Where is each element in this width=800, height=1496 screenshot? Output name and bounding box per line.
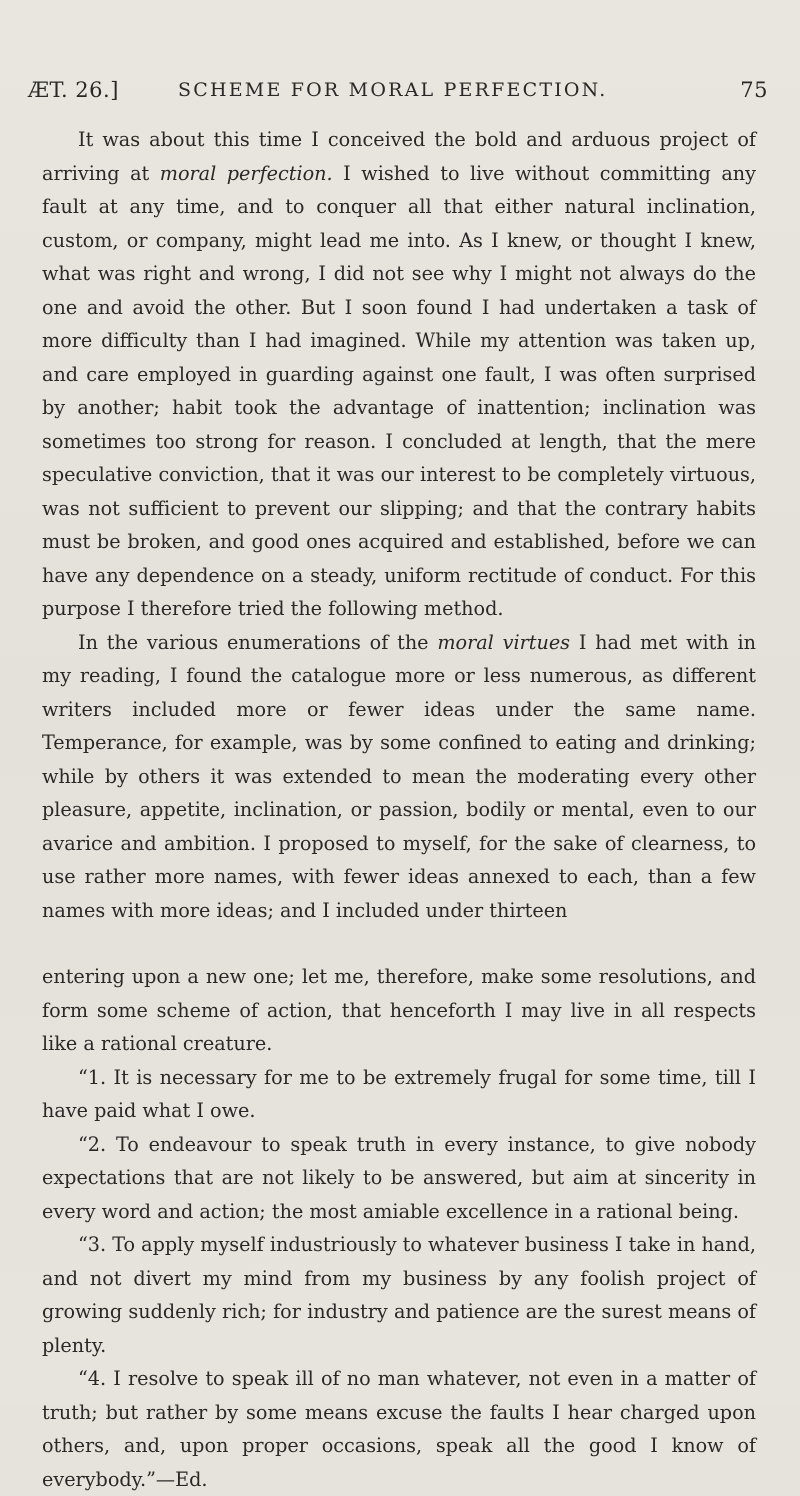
footnote-intro: entering upon a new one; let me, therefore, make some resolutions, and form some scheme of action, that henceforth I may live in all respects like a rational creature. bbox=[42, 965, 756, 1055]
header-title: SCHEME FOR MORAL PERFECTION. bbox=[178, 79, 608, 101]
emphasis: moral perfection. bbox=[159, 161, 333, 185]
header-age: ÆT. 26.] bbox=[28, 78, 119, 102]
body-text bbox=[42, 123, 756, 1496]
emphasis: moral virtues bbox=[437, 630, 571, 654]
resolution-1: “1. It is necessary for me to be extremely frugal for some time, till I have paid what I owe. bbox=[42, 1065, 756, 1122]
resolution-4: “4. I resolve to speak ill of no man whatever, not even in a matter of truth; but rather by some means excuse the faults I hear charged upon others, and, upon proper occasions, speak all the good I know of everybody.”—Ed. bbox=[42, 1367, 756, 1491]
running-header bbox=[28, 78, 768, 106]
paragraph-1: It was about this time I conceived the bold and arduous project of arriving at moral perfection. I wished to live without committing any fault at any time, and to conquer all that either natural inclination, custom, or company, might lead me into. As I knew, or thought I knew, what was right and wrong, I did not see why I might not always do the one and avoid the other. But I soon found I had undertaken a task of more difficulty than I had imagined. While my attention was taken up, and care employed in guarding against one fault, I was often surprised by another; habit took the advantage of inattention; inclination was sometimes too strong for reason. I concluded at length, that the mere speculative conviction, that it was our interest to be completely virtuous, was not sufficient to prevent our slipping; and that the contrary habits must be broken, and good ones acquired and established, before we can have any dependence on a steady, uniform rectitude of conduct. For this purpose I therefore tried the following method. bbox=[42, 128, 756, 620]
page-number: 75 bbox=[740, 78, 768, 102]
resolution-2: “2. To endeavour to speak truth in every instance, to give nobody expectations that are not likely to be answered, but aim at sincerity in every word and action; the most amiable excellence in a rational being. bbox=[42, 1132, 756, 1223]
paragraph-2: In the various enumerations of the moral virtues I had met with in my reading, I found the catalogue more or less numerous, as different writers included more or fewer ideas under the same name. Temperance, for example, was by some confined to eating and drinking; while by others it was extended to mean the moderating every other pleasure, appetite, inclination, or passion, bodily or mental, even to our avarice and ambition. I proposed to myself, for the sake of clearness, to use rather more names, with fewer ideas annexed to each, than a few names with more ideas; and I included under thirteen bbox=[42, 630, 756, 922]
resolution-3: “3. To apply myself industriously to whatever business I take in hand, and not divert my mind from my business by any foolish project of growing suddenly rich; for industry and patience are the surest means of plenty. bbox=[42, 1233, 756, 1357]
